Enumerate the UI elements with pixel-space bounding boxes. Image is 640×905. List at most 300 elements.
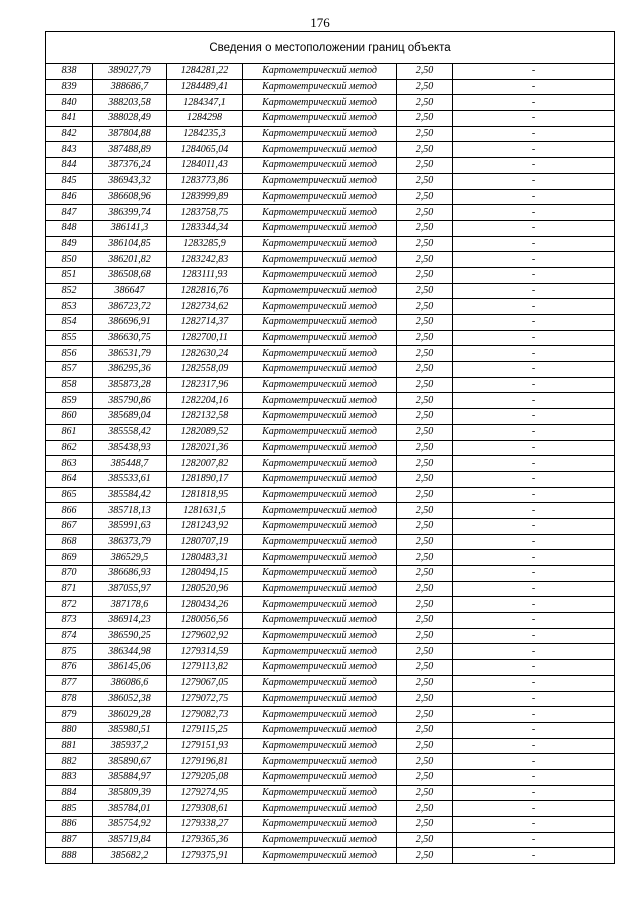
- x-coordinate-cell: 386145,06: [93, 660, 167, 676]
- method-cell: Картометрический метод: [243, 377, 397, 393]
- table-row: [46, 95, 615, 111]
- point-number-cell: 845: [46, 173, 93, 189]
- description-cell: -: [453, 613, 615, 629]
- x-coordinate-cell: 388028,49: [93, 111, 167, 127]
- table-row: [46, 252, 615, 268]
- accuracy-cell: 2,50: [397, 471, 453, 487]
- description-cell: -: [453, 111, 615, 127]
- method-cell: Картометрический метод: [243, 111, 397, 127]
- y-coordinate-cell: 1282132,58: [167, 409, 243, 425]
- accuracy-cell: 2,50: [397, 205, 453, 221]
- table-row: [46, 613, 615, 629]
- x-coordinate-cell: 386608,96: [93, 189, 167, 205]
- accuracy-cell: 2,50: [397, 785, 453, 801]
- method-cell: Картометрический метод: [243, 722, 397, 738]
- accuracy-cell: 2,50: [397, 518, 453, 534]
- point-number-cell: 852: [46, 283, 93, 299]
- description-cell: -: [453, 95, 615, 111]
- accuracy-cell: 2,50: [397, 79, 453, 95]
- y-coordinate-cell: 1283242,83: [167, 252, 243, 268]
- description-cell: -: [453, 142, 615, 158]
- y-coordinate-cell: 1282700,11: [167, 330, 243, 346]
- accuracy-cell: 2,50: [397, 236, 453, 252]
- description-cell: -: [453, 189, 615, 205]
- table-row: [46, 848, 615, 864]
- description-cell: -: [453, 660, 615, 676]
- table-row: [46, 817, 615, 833]
- table-row: [46, 518, 615, 534]
- point-number-cell: 868: [46, 534, 93, 550]
- point-number-cell: 858: [46, 377, 93, 393]
- table-title: Сведения о местоположении границ объекта: [46, 32, 615, 64]
- accuracy-cell: 2,50: [397, 267, 453, 283]
- description-cell: -: [453, 722, 615, 738]
- table-row: [46, 738, 615, 754]
- point-number-cell: 876: [46, 660, 93, 676]
- x-coordinate-cell: 389027,79: [93, 64, 167, 80]
- y-coordinate-cell: 1281890,17: [167, 471, 243, 487]
- y-coordinate-cell: 1283111,93: [167, 267, 243, 283]
- point-number-cell: 881: [46, 738, 93, 754]
- method-cell: Картометрический метод: [243, 675, 397, 691]
- y-coordinate-cell: 1279196,81: [167, 754, 243, 770]
- description-cell: -: [453, 581, 615, 597]
- method-cell: Картометрический метод: [243, 534, 397, 550]
- x-coordinate-cell: 385558,42: [93, 424, 167, 440]
- accuracy-cell: 2,50: [397, 346, 453, 362]
- method-cell: Картометрический метод: [243, 173, 397, 189]
- method-cell: Картометрический метод: [243, 95, 397, 111]
- description-cell: -: [453, 456, 615, 472]
- y-coordinate-cell: 1280056,56: [167, 613, 243, 629]
- point-number-cell: 865: [46, 487, 93, 503]
- table-row: [46, 754, 615, 770]
- table-row: [46, 111, 615, 127]
- table-row: [46, 675, 615, 691]
- method-cell: Картометрический метод: [243, 628, 397, 644]
- point-number-cell: 860: [46, 409, 93, 425]
- x-coordinate-cell: 385873,28: [93, 377, 167, 393]
- point-number-cell: 844: [46, 158, 93, 174]
- y-coordinate-cell: 1280494,15: [167, 566, 243, 582]
- x-coordinate-cell: 386531,79: [93, 346, 167, 362]
- x-coordinate-cell: 387055,97: [93, 581, 167, 597]
- table-row: [46, 550, 615, 566]
- table-row: [46, 581, 615, 597]
- table-row: [46, 785, 615, 801]
- method-cell: Картометрический метод: [243, 487, 397, 503]
- y-coordinate-cell: 1282317,96: [167, 377, 243, 393]
- table-row: [46, 471, 615, 487]
- point-number-cell: 850: [46, 252, 93, 268]
- description-cell: -: [453, 377, 615, 393]
- point-number-cell: 871: [46, 581, 93, 597]
- point-number-cell: 846: [46, 189, 93, 205]
- accuracy-cell: 2,50: [397, 362, 453, 378]
- point-number-cell: 863: [46, 456, 93, 472]
- table-row: [46, 362, 615, 378]
- method-cell: Картометрический метод: [243, 785, 397, 801]
- point-number-cell: 857: [46, 362, 93, 378]
- point-number-cell: 882: [46, 754, 93, 770]
- accuracy-cell: 2,50: [397, 817, 453, 833]
- accuracy-cell: 2,50: [397, 832, 453, 848]
- table-row: [46, 346, 615, 362]
- point-number-cell: 873: [46, 613, 93, 629]
- accuracy-cell: 2,50: [397, 456, 453, 472]
- y-coordinate-cell: 1279115,25: [167, 722, 243, 738]
- y-coordinate-cell: 1284011,43: [167, 158, 243, 174]
- y-coordinate-cell: 1283999,89: [167, 189, 243, 205]
- y-coordinate-cell: 1284235,3: [167, 126, 243, 142]
- point-number-cell: 856: [46, 346, 93, 362]
- method-cell: Картометрический метод: [243, 393, 397, 409]
- table-header-row: [46, 32, 615, 64]
- accuracy-cell: 2,50: [397, 722, 453, 738]
- table-row: [46, 628, 615, 644]
- x-coordinate-cell: 387488,89: [93, 142, 167, 158]
- accuracy-cell: 2,50: [397, 691, 453, 707]
- point-number-cell: 840: [46, 95, 93, 111]
- table-body: [46, 64, 615, 864]
- x-coordinate-cell: 386723,72: [93, 299, 167, 315]
- accuracy-cell: 2,50: [397, 315, 453, 331]
- point-number-cell: 872: [46, 597, 93, 613]
- accuracy-cell: 2,50: [397, 597, 453, 613]
- description-cell: -: [453, 220, 615, 236]
- description-cell: -: [453, 158, 615, 174]
- table-row: [46, 722, 615, 738]
- y-coordinate-cell: 1279067,05: [167, 675, 243, 691]
- table-row: [46, 597, 615, 613]
- accuracy-cell: 2,50: [397, 377, 453, 393]
- description-cell: -: [453, 299, 615, 315]
- description-cell: -: [453, 362, 615, 378]
- point-number-cell: 838: [46, 64, 93, 80]
- description-cell: -: [453, 346, 615, 362]
- accuracy-cell: 2,50: [397, 252, 453, 268]
- point-number-cell: 851: [46, 267, 93, 283]
- method-cell: Картометрический метод: [243, 424, 397, 440]
- method-cell: Картометрический метод: [243, 848, 397, 864]
- description-cell: -: [453, 675, 615, 691]
- x-coordinate-cell: 386052,38: [93, 691, 167, 707]
- x-coordinate-cell: 388686,7: [93, 79, 167, 95]
- accuracy-cell: 2,50: [397, 173, 453, 189]
- y-coordinate-cell: 1282714,37: [167, 315, 243, 331]
- x-coordinate-cell: 385890,67: [93, 754, 167, 770]
- x-coordinate-cell: 386141,3: [93, 220, 167, 236]
- description-cell: -: [453, 205, 615, 221]
- point-number-cell: 869: [46, 550, 93, 566]
- method-cell: Картометрический метод: [243, 817, 397, 833]
- x-coordinate-cell: 385784,01: [93, 801, 167, 817]
- accuracy-cell: 2,50: [397, 660, 453, 676]
- accuracy-cell: 2,50: [397, 330, 453, 346]
- description-cell: -: [453, 487, 615, 503]
- x-coordinate-cell: 385809,39: [93, 785, 167, 801]
- table-row: [46, 267, 615, 283]
- x-coordinate-cell: 385718,13: [93, 503, 167, 519]
- x-coordinate-cell: 385533,61: [93, 471, 167, 487]
- description-cell: -: [453, 707, 615, 723]
- accuracy-cell: 2,50: [397, 126, 453, 142]
- table-row: [46, 299, 615, 315]
- point-number-cell: 848: [46, 220, 93, 236]
- method-cell: Картометрический метод: [243, 64, 397, 80]
- point-number-cell: 839: [46, 79, 93, 95]
- method-cell: Картометрический метод: [243, 252, 397, 268]
- y-coordinate-cell: 1279375,91: [167, 848, 243, 864]
- description-cell: -: [453, 817, 615, 833]
- point-number-cell: 883: [46, 769, 93, 785]
- description-cell: -: [453, 79, 615, 95]
- method-cell: Картометрический метод: [243, 644, 397, 660]
- accuracy-cell: 2,50: [397, 675, 453, 691]
- table-row: [46, 377, 615, 393]
- accuracy-cell: 2,50: [397, 550, 453, 566]
- table-row: [46, 393, 615, 409]
- table-row: [46, 534, 615, 550]
- method-cell: Картометрический метод: [243, 613, 397, 629]
- y-coordinate-cell: 1279072,75: [167, 691, 243, 707]
- table-row: [46, 409, 615, 425]
- method-cell: Картометрический метод: [243, 832, 397, 848]
- method-cell: Картометрический метод: [243, 769, 397, 785]
- x-coordinate-cell: 386373,79: [93, 534, 167, 550]
- method-cell: Картометрический метод: [243, 267, 397, 283]
- table-row: [46, 424, 615, 440]
- accuracy-cell: 2,50: [397, 283, 453, 299]
- accuracy-cell: 2,50: [397, 409, 453, 425]
- description-cell: -: [453, 832, 615, 848]
- y-coordinate-cell: 1282558,09: [167, 362, 243, 378]
- accuracy-cell: 2,50: [397, 111, 453, 127]
- y-coordinate-cell: 1284489,41: [167, 79, 243, 95]
- y-coordinate-cell: 1282816,76: [167, 283, 243, 299]
- x-coordinate-cell: 385980,51: [93, 722, 167, 738]
- x-coordinate-cell: 387376,24: [93, 158, 167, 174]
- point-number-cell: 849: [46, 236, 93, 252]
- x-coordinate-cell: 386914,23: [93, 613, 167, 629]
- point-number-cell: 841: [46, 111, 93, 127]
- table-row: [46, 487, 615, 503]
- y-coordinate-cell: 1279205,08: [167, 769, 243, 785]
- method-cell: Картометрический метод: [243, 660, 397, 676]
- x-coordinate-cell: 385584,42: [93, 487, 167, 503]
- point-number-cell: 855: [46, 330, 93, 346]
- point-number-cell: 867: [46, 518, 93, 534]
- y-coordinate-cell: 1282204,16: [167, 393, 243, 409]
- y-coordinate-cell: 1283758,75: [167, 205, 243, 221]
- y-coordinate-cell: 1279113,82: [167, 660, 243, 676]
- boundary-table: [45, 31, 615, 864]
- x-coordinate-cell: 386647: [93, 283, 167, 299]
- accuracy-cell: 2,50: [397, 220, 453, 236]
- point-number-cell: 887: [46, 832, 93, 848]
- method-cell: Картометрический метод: [243, 362, 397, 378]
- table-row: [46, 769, 615, 785]
- method-cell: Картометрический метод: [243, 236, 397, 252]
- method-cell: Картометрический метод: [243, 299, 397, 315]
- description-cell: -: [453, 754, 615, 770]
- description-cell: -: [453, 738, 615, 754]
- y-coordinate-cell: 1279602,92: [167, 628, 243, 644]
- accuracy-cell: 2,50: [397, 95, 453, 111]
- point-number-cell: 842: [46, 126, 93, 142]
- x-coordinate-cell: 385991,63: [93, 518, 167, 534]
- y-coordinate-cell: 1281818,95: [167, 487, 243, 503]
- x-coordinate-cell: 386201,82: [93, 252, 167, 268]
- table-row: [46, 283, 615, 299]
- method-cell: Картометрический метод: [243, 409, 397, 425]
- x-coordinate-cell: 385682,2: [93, 848, 167, 864]
- y-coordinate-cell: 1284065,04: [167, 142, 243, 158]
- description-cell: -: [453, 393, 615, 409]
- accuracy-cell: 2,50: [397, 644, 453, 660]
- accuracy-cell: 2,50: [397, 64, 453, 80]
- x-coordinate-cell: 386686,93: [93, 566, 167, 582]
- description-cell: -: [453, 173, 615, 189]
- x-coordinate-cell: 385754,92: [93, 817, 167, 833]
- x-coordinate-cell: 385790,86: [93, 393, 167, 409]
- y-coordinate-cell: 1279338,27: [167, 817, 243, 833]
- accuracy-cell: 2,50: [397, 769, 453, 785]
- x-coordinate-cell: 386104,85: [93, 236, 167, 252]
- y-coordinate-cell: 1283344,34: [167, 220, 243, 236]
- table-row: [46, 79, 615, 95]
- table-row: [46, 189, 615, 205]
- description-cell: -: [453, 64, 615, 80]
- description-cell: -: [453, 315, 615, 331]
- accuracy-cell: 2,50: [397, 754, 453, 770]
- accuracy-cell: 2,50: [397, 440, 453, 456]
- accuracy-cell: 2,50: [397, 801, 453, 817]
- table-row: [46, 205, 615, 221]
- point-number-cell: 870: [46, 566, 93, 582]
- table-row: [46, 566, 615, 582]
- x-coordinate-cell: 386529,5: [93, 550, 167, 566]
- x-coordinate-cell: 386344,98: [93, 644, 167, 660]
- accuracy-cell: 2,50: [397, 142, 453, 158]
- method-cell: Картометрический метод: [243, 566, 397, 582]
- method-cell: Картометрический метод: [243, 142, 397, 158]
- method-cell: Картометрический метод: [243, 158, 397, 174]
- x-coordinate-cell: 385448,7: [93, 456, 167, 472]
- accuracy-cell: 2,50: [397, 566, 453, 582]
- point-number-cell: 880: [46, 722, 93, 738]
- description-cell: -: [453, 801, 615, 817]
- point-number-cell: 853: [46, 299, 93, 315]
- method-cell: Картометрический метод: [243, 691, 397, 707]
- table-row: [46, 236, 615, 252]
- method-cell: Картометрический метод: [243, 738, 397, 754]
- y-coordinate-cell: 1283285,9: [167, 236, 243, 252]
- accuracy-cell: 2,50: [397, 503, 453, 519]
- point-number-cell: 859: [46, 393, 93, 409]
- description-cell: -: [453, 440, 615, 456]
- point-number-cell: 861: [46, 424, 93, 440]
- method-cell: Картометрический метод: [243, 581, 397, 597]
- point-number-cell: 862: [46, 440, 93, 456]
- page-number: 176: [310, 15, 330, 30]
- description-cell: -: [453, 126, 615, 142]
- accuracy-cell: 2,50: [397, 628, 453, 644]
- point-number-cell: 885: [46, 801, 93, 817]
- table-row: [46, 142, 615, 158]
- point-number-cell: 866: [46, 503, 93, 519]
- method-cell: Картометрический метод: [243, 754, 397, 770]
- point-number-cell: 886: [46, 817, 93, 833]
- method-cell: Картометрический метод: [243, 471, 397, 487]
- description-cell: -: [453, 628, 615, 644]
- point-number-cell: 854: [46, 315, 93, 331]
- table-row: [46, 691, 615, 707]
- point-number-cell: 877: [46, 675, 93, 691]
- description-cell: -: [453, 471, 615, 487]
- accuracy-cell: 2,50: [397, 534, 453, 550]
- method-cell: Картометрический метод: [243, 283, 397, 299]
- table-row: [46, 126, 615, 142]
- method-cell: Картометрический метод: [243, 189, 397, 205]
- x-coordinate-cell: 386295,36: [93, 362, 167, 378]
- point-number-cell: 864: [46, 471, 93, 487]
- table-row: [46, 456, 615, 472]
- x-coordinate-cell: 385884,97: [93, 769, 167, 785]
- x-coordinate-cell: 387178,6: [93, 597, 167, 613]
- accuracy-cell: 2,50: [397, 393, 453, 409]
- accuracy-cell: 2,50: [397, 613, 453, 629]
- description-cell: -: [453, 566, 615, 582]
- point-number-cell: 879: [46, 707, 93, 723]
- x-coordinate-cell: 386029,28: [93, 707, 167, 723]
- description-cell: -: [453, 252, 615, 268]
- x-coordinate-cell: 385719,84: [93, 832, 167, 848]
- method-cell: Картометрический метод: [243, 503, 397, 519]
- y-coordinate-cell: 1279274,95: [167, 785, 243, 801]
- table-row: [46, 503, 615, 519]
- x-coordinate-cell: 388203,58: [93, 95, 167, 111]
- accuracy-cell: 2,50: [397, 848, 453, 864]
- y-coordinate-cell: 1280707,19: [167, 534, 243, 550]
- y-coordinate-cell: 1282630,24: [167, 346, 243, 362]
- description-cell: -: [453, 503, 615, 519]
- x-coordinate-cell: 387804,88: [93, 126, 167, 142]
- description-cell: -: [453, 409, 615, 425]
- method-cell: Картометрический метод: [243, 801, 397, 817]
- description-cell: -: [453, 283, 615, 299]
- table-row: [46, 315, 615, 331]
- x-coordinate-cell: 386399,74: [93, 205, 167, 221]
- y-coordinate-cell: 1282007,82: [167, 456, 243, 472]
- description-cell: -: [453, 518, 615, 534]
- y-coordinate-cell: 1279365,36: [167, 832, 243, 848]
- y-coordinate-cell: 1284298: [167, 111, 243, 127]
- y-coordinate-cell: 1279308,61: [167, 801, 243, 817]
- description-cell: -: [453, 644, 615, 660]
- y-coordinate-cell: 1279082,73: [167, 707, 243, 723]
- point-number-cell: 843: [46, 142, 93, 158]
- y-coordinate-cell: 1279151,93: [167, 738, 243, 754]
- y-coordinate-cell: 1282089,52: [167, 424, 243, 440]
- table-row: [46, 173, 615, 189]
- y-coordinate-cell: 1280520,96: [167, 581, 243, 597]
- x-coordinate-cell: 386696,91: [93, 315, 167, 331]
- y-coordinate-cell: 1282734,62: [167, 299, 243, 315]
- point-number-cell: 875: [46, 644, 93, 660]
- description-cell: -: [453, 848, 615, 864]
- y-coordinate-cell: 1281243,92: [167, 518, 243, 534]
